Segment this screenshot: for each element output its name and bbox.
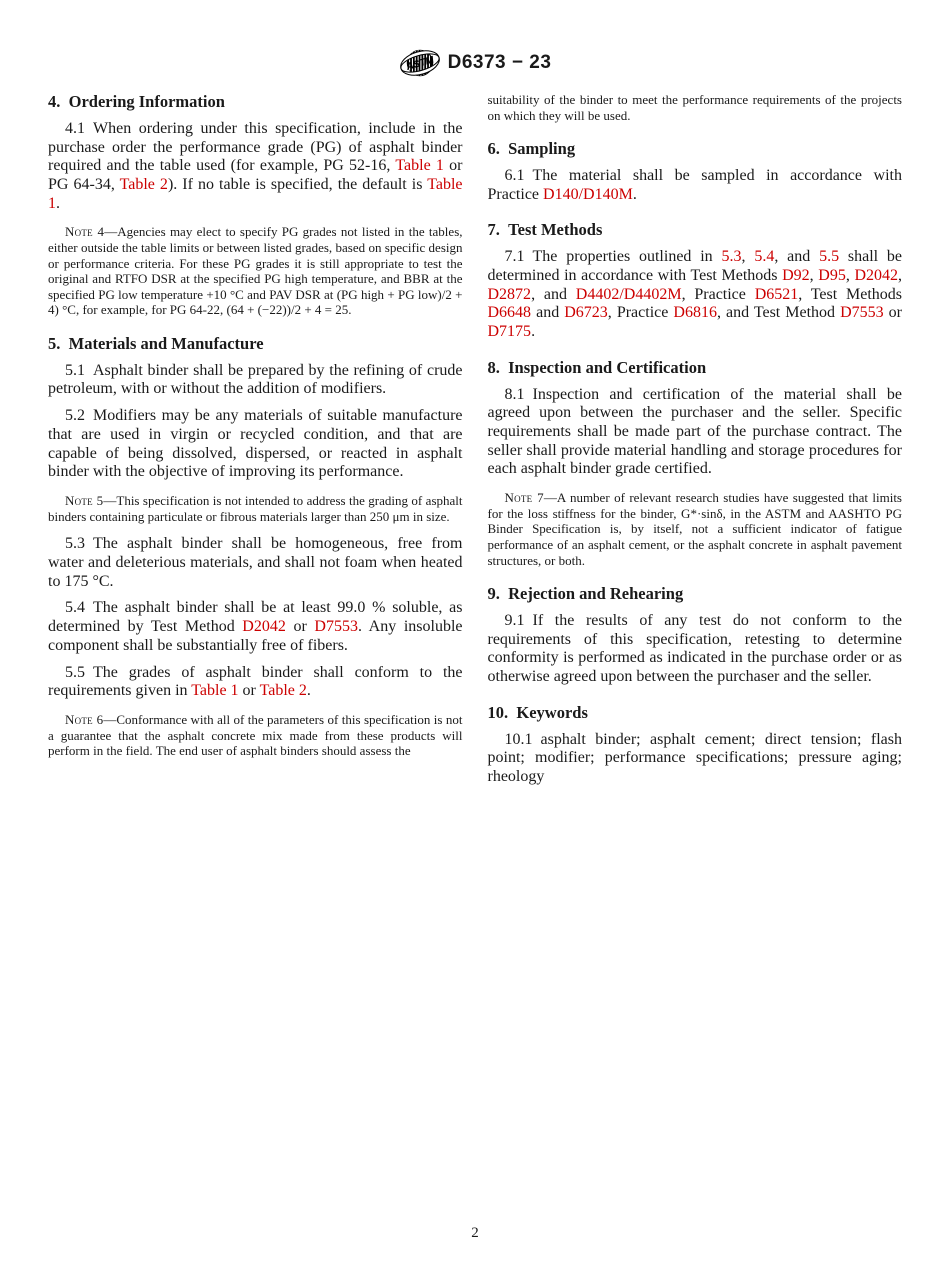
reference-link[interactable]: D92 bbox=[782, 266, 810, 284]
text-segment: —Conformance with all of the parameters of this specification is not a guarantee that the asphalt concrete mix made from these products will perform in the field. The end user of asphalt binders should assess the bbox=[48, 712, 463, 759]
text-segment: or bbox=[238, 682, 260, 700]
reference-link[interactable]: D7175 bbox=[487, 323, 532, 341]
reference-link[interactable]: D6816 bbox=[673, 304, 717, 322]
text-segment: or bbox=[883, 304, 903, 322]
para-5-1 bbox=[48, 362, 463, 399]
para-5-4 bbox=[48, 599, 463, 655]
text-segment: , and Test Method bbox=[716, 304, 841, 322]
text-segment: 10. Keywords bbox=[487, 702, 588, 722]
reference-link[interactable]: D4402/D4402M bbox=[575, 285, 682, 303]
text-segment: —This specification is not intended to address the grading of asphalt binders containing particulate or fibrous materials larger than 250 μm in size. bbox=[48, 493, 463, 524]
text-segment: —Agencies may elect to specify PG grades not listed in the tables, either outside the table limits or between listed grades, based on specific design or performance criteria. For these PG grades it is still appropriate to test the original and RTFO DSR at the specified PG high temperature, and BBR at the specified PG low temperature +10 °C and PAV DSR at (PG high + PG low)/2 + 4) °C, for example, for PG 64-22, (64 + (−22))/2 + 4 = 25. bbox=[48, 224, 463, 318]
para-5-5 bbox=[48, 664, 463, 701]
reference-link[interactable]: D2872 bbox=[487, 285, 532, 303]
reference-link[interactable]: D6648 bbox=[487, 304, 532, 322]
text-segment: , bbox=[898, 266, 902, 284]
text-segment: 4. Ordering Information bbox=[48, 92, 225, 111]
page-header bbox=[0, 0, 950, 80]
text-segment: Note 7 bbox=[504, 490, 544, 506]
text-segment: 4.1 When ordering under this specification, include in the purchase order the performance grade (PG) of asphalt binder required and the table used (for example, PG 52-16, bbox=[48, 119, 463, 175]
text-segment: 10.1 asphalt binder; asphalt cement; direct tension; flash point; modifier; performance specifications; pressure aging; rheology bbox=[487, 730, 902, 786]
text-segment: , bbox=[741, 248, 755, 266]
text-segment: 5.1 Asphalt binder shall be prepared by the refining of crude petroleum, with or without the addition of modifiers. bbox=[48, 361, 463, 398]
text-segment: . bbox=[56, 194, 60, 212]
text-segment: , bbox=[809, 266, 819, 284]
reference-link[interactable]: D95 bbox=[818, 266, 846, 284]
section-7-heading bbox=[488, 220, 903, 240]
page-footer bbox=[0, 1225, 950, 1242]
right-column bbox=[488, 92, 903, 795]
left-column bbox=[48, 92, 463, 795]
reference-link[interactable]: 5.5 bbox=[819, 248, 840, 266]
para-6-1 bbox=[488, 167, 903, 204]
text-segment: 7. Test Methods bbox=[487, 220, 603, 240]
text-segment: —A number of relevant research studies have suggested that limits for the loss stiffness for the binder, G*·sinδ, in the ASTM and AASHTO PG Binder Specification is, by itself, not a sufficient indicator of fatigue performance of an asphalt cement, or the asphalt concrete in asphalt pavement structures, or both. bbox=[487, 490, 902, 568]
para-10-1 bbox=[488, 731, 903, 787]
para-8-1 bbox=[488, 386, 903, 480]
astm-logo-text: ASTM bbox=[404, 54, 435, 73]
astm-logo bbox=[399, 46, 441, 80]
text-segment: suitability of the binder to meet the performance requirements of the projects on which they will be used. bbox=[487, 92, 902, 123]
reference-link[interactable]: Table 2 bbox=[119, 175, 168, 193]
text-segment: 9.1 If the results of any test do not conform to the requirements of this specification, retesting to determine conformity is performed as indicated in the purchase order or as otherwise agreed upon between the purchaser and the seller. bbox=[487, 611, 902, 686]
section-4-heading bbox=[48, 92, 463, 112]
text-segment: . bbox=[632, 185, 637, 203]
text-segment: , bbox=[845, 266, 855, 284]
reference-link[interactable]: D6723 bbox=[564, 304, 608, 322]
note-5 bbox=[48, 493, 463, 524]
section-9-heading bbox=[488, 584, 903, 604]
text-segment: . bbox=[531, 323, 536, 341]
text-segment: Note 6 bbox=[65, 712, 104, 727]
note-7 bbox=[488, 490, 903, 568]
reference-link[interactable]: D7553 bbox=[840, 304, 884, 322]
section-5-heading bbox=[48, 334, 463, 354]
text-segment: 7.1 The properties outlined in bbox=[504, 248, 722, 266]
note-4 bbox=[48, 224, 463, 318]
text-segment: or bbox=[285, 618, 315, 636]
note-6 bbox=[48, 712, 463, 759]
para-4-1 bbox=[48, 120, 463, 214]
para-5-3 bbox=[48, 535, 463, 591]
reference-link[interactable]: Table 2 bbox=[259, 682, 307, 700]
para-5-2 bbox=[48, 407, 463, 482]
note-6-continuation bbox=[488, 92, 903, 123]
text-segment: . Any insoluble component shall be substantially free of fibers. bbox=[48, 618, 463, 654]
reference-link[interactable]: D6521 bbox=[754, 285, 799, 303]
text-segment: and bbox=[531, 304, 565, 322]
text-segment: 9. Rejection and Rehearing bbox=[487, 584, 684, 604]
text-segment: 8. Inspection and Certification bbox=[487, 357, 707, 377]
text-segment: . bbox=[306, 682, 311, 700]
reference-link[interactable]: D2042 bbox=[242, 618, 286, 636]
text-segment: shall be determined in accordance with Test Methods bbox=[487, 248, 903, 284]
para-7-1 bbox=[488, 248, 903, 342]
section-10-heading bbox=[488, 703, 903, 723]
text-segment: , Practice bbox=[607, 304, 674, 322]
text-segment: 5.3 The asphalt binder shall be homogeneous, free from water and deleterious materials, and shall not foam when heated to 175 °C. bbox=[48, 535, 463, 590]
para-9-1 bbox=[488, 612, 903, 687]
text-segment: 5.2 Modifiers may be any materials of suitable manufacture that are used in virgin or recycled condition, and that are capable of being dissolved, dispersed, or reacted in asphalt binder with the objective of improving its performance. bbox=[48, 407, 463, 481]
text-segment: 6.1 The material shall be sampled in accordance with Practice bbox=[487, 166, 902, 203]
text-segment: 8.1 Inspection and certification of the material shall be agreed upon between the purchaser and the seller. Specific requirements shall be made part of the purchase contract. The seller shall provide material handling and storage procedures for each asphalt binder grade certified. bbox=[487, 385, 902, 478]
reference-link[interactable]: 5.4 bbox=[754, 248, 775, 266]
reference-link[interactable]: Table 1 bbox=[48, 175, 463, 212]
text-segment: , and bbox=[774, 248, 820, 266]
text-segment: or PG 64-34, bbox=[48, 157, 463, 193]
text-segment: , Practice bbox=[681, 285, 755, 303]
text-segment: 5. Materials and Manufacture bbox=[48, 333, 264, 353]
reference-link[interactable]: D140/D140M bbox=[543, 185, 633, 203]
page-number: 2 bbox=[471, 1225, 479, 1241]
text-segment: 5.5 The grades of asphalt binder shall conform to the requirements given in bbox=[48, 663, 463, 700]
reference-link[interactable]: D2042 bbox=[854, 266, 898, 284]
text-segment: 6. Sampling bbox=[487, 139, 576, 159]
text-segment: , Test Methods bbox=[798, 285, 903, 303]
reference-link[interactable]: D7553 bbox=[314, 618, 358, 636]
document-code: D6373 − 23 bbox=[447, 52, 552, 73]
text-segment: ). If no table is specified, the default is bbox=[167, 175, 428, 193]
document-body bbox=[0, 80, 950, 795]
reference-link[interactable]: 5.3 bbox=[721, 248, 742, 266]
section-6-heading bbox=[488, 139, 903, 159]
text-segment: Note 5 bbox=[65, 493, 104, 509]
reference-link[interactable]: Table 1 bbox=[395, 157, 444, 175]
reference-link[interactable]: Table 1 bbox=[191, 682, 239, 700]
text-segment: , and bbox=[531, 285, 576, 303]
text-segment: Note 4 bbox=[65, 224, 105, 240]
text-segment: 5.4 The asphalt binder shall be at least 99.0 % soluble, as determined by Test Method bbox=[48, 599, 463, 636]
section-8-heading bbox=[488, 358, 903, 378]
